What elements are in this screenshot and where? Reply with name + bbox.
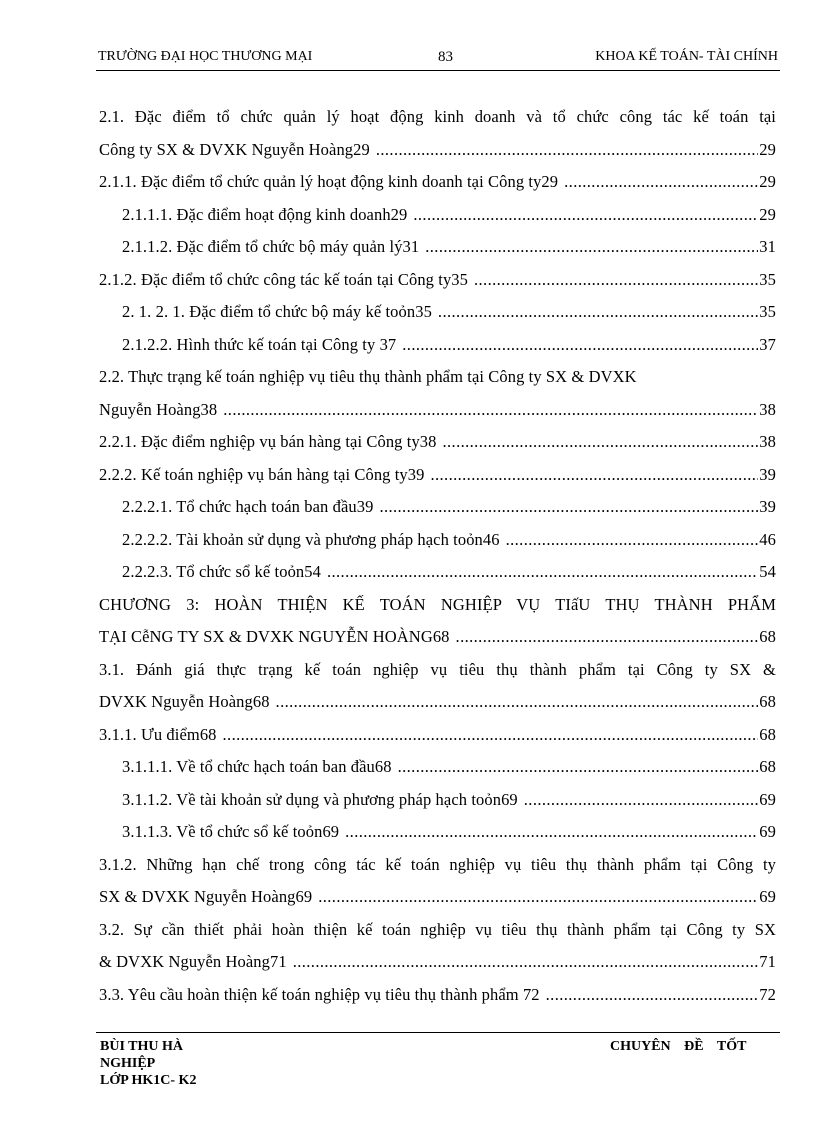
toc-entry [99,524,776,557]
toc-entry-title: CHƯƠNG 3: HOÀN THIỆN KẾ TOÁN NGHIỆP VỤ TIấU THỤ THÀNH PHẨM [99,594,776,614]
toc-entry-title: TẠI CễNG TY SX & DVXK NGUYỄN HOÀNG68 [99,627,450,646]
toc-entry [99,101,776,134]
toc-page-number: 68 [759,724,776,744]
toc-page-number: 29 [759,172,776,191]
toc-entry [99,589,776,622]
toc-entry-title: 2.2. Thực trạng kế toán nghiệp vụ tiêu thụ thành phẩm tại Công ty SX & DVXK [99,367,637,386]
toc-entry [99,816,776,849]
header-rule [96,70,780,71]
toc-entry-title: 3.1.2. Những hạn chế trong công tác kế toán nghiệp vụ tiêu thụ thành phẩm tại Công ty [99,854,776,874]
toc-page-number: 69 [759,887,776,906]
toc-entry-title: 2.2.2.2. Tài khoản sử dụng và phương pháp hạch toỏn46 [122,529,500,549]
toc-page-number: 39 [759,464,776,484]
toc-entry-title: SX & DVXK Nguyễn Hoàng69 [99,887,313,906]
toc-page-number: 46 [759,529,776,549]
toc-dot-leader [413,199,758,232]
toc-page-number: 69 [759,822,776,841]
footer-report-type: CHUYÊN ĐỀ TỐT [610,1039,747,1054]
toc-entry-title: Nguyễn Hoàng38 [99,399,218,419]
toc-entry-title: 3.1. Đánh giá thực trạng kế toán nghiệp vụ tiêu thụ thành phẩm tại Công ty SX & [99,659,776,679]
toc-entry [99,394,776,427]
toc-dot-leader [379,491,758,524]
footer-author: BÙI THU HÀ [100,1039,183,1054]
toc-entry [99,979,776,1012]
toc-page-number: 71 [759,952,776,971]
toc-entry [99,166,776,199]
toc-entry [99,686,776,719]
toc-dot-leader [443,426,759,459]
toc-entry-title: 2.1.1.1. Đặc điểm hoạt động kinh doanh29 [122,204,408,224]
toc-entry-title: 2.1.1. Đặc điểm tổ chức quản lý hoạt động kinh doanh tại Công ty29 [99,172,559,191]
toc-dot-leader [223,719,759,752]
toc-entry-title: 2.1.1.2. Đặc điểm tổ chức bộ máy quản lý31 [122,237,420,256]
footer-class: LỚP HK1C- K2 [100,1073,197,1088]
footer-continued: NGHIỆP [100,1056,156,1071]
toc-entry [99,914,776,947]
header-page-number: 83 [438,49,453,65]
toc-entry-title: 2.2.2.1. Tổ chức hạch toán ban đầu39 [122,497,374,516]
toc-entry-title: 2.1. Đặc điểm tổ chức quản lý hoạt động kinh doanh và tổ chức công tác kế toán tại [99,107,776,126]
toc-entry [99,296,776,329]
toc-entry [99,751,776,784]
toc-entry-title: 2.2.2. Kế toán nghiệp vụ bán hàng tại Công ty39 [99,464,425,484]
toc-dot-leader [345,816,758,849]
table-of-contents [99,101,776,1011]
toc-dot-leader [438,296,758,329]
toc-entry-title: 3.3. Yêu cầu hoàn thiện kế toán nghiệp vụ tiêu thụ thành phẩm 72 [99,984,540,1004]
toc-entry-title: 3.1.1.2. Về tài khoản sử dụng và phương pháp hạch toỏn69 [122,789,518,809]
toc-page-number: 35 [759,302,776,321]
header-school-name: TRƯỜNG ĐẠI HỌC THƯƠNG MẠI [98,49,313,64]
toc-entry-title: 3.2. Sự cần thiết phải hoàn thiện kế toán nghiệp vụ tiêu thụ thành phẩm tại Công ty SX [99,919,776,939]
toc-entry-title: 2.1.2.2. Hình thức kế toán tại Công ty 37 [122,334,397,354]
page-header [98,46,778,68]
toc-entry [99,621,776,654]
toc-entry-title: 2.2.2.3. Tổ chức sổ kế toỏn54 [122,562,321,581]
toc-entry-title: & DVXK Nguyễn Hoàng71 [99,952,287,971]
toc-entry-title: 3.1.1. Ưu điểm68 [99,724,217,744]
toc-dot-leader [402,329,758,362]
toc-entry [99,134,776,167]
toc-page-number: 68 [759,757,776,776]
footer-rule [96,1032,780,1033]
toc-dot-leader [276,686,759,719]
page-footer [100,1038,196,1089]
toc-entry-title: 3.1.1.1. Về tổ chức hạch toán ban đầu68 [122,757,392,776]
toc-page-number: 69 [759,789,776,809]
toc-page-number: 35 [759,269,776,289]
toc-page-number: 39 [759,497,776,516]
toc-entry [99,849,776,882]
toc-page-number: 29 [759,204,776,224]
header-faculty-name: KHOA KẾ TOÁN- TÀI CHÍNH [595,49,778,64]
toc-entry [99,426,776,459]
toc-entry [99,881,776,914]
toc-entry [99,231,776,264]
toc-dot-leader [223,394,758,427]
toc-page-number: 72 [759,984,776,1004]
toc-page-number: 31 [759,237,776,256]
toc-dot-leader [564,166,758,199]
toc-entry [99,784,776,817]
toc-dot-leader [546,979,759,1012]
toc-dot-leader [318,881,758,914]
toc-dot-leader [425,231,758,264]
toc-page-number: 37 [759,334,776,354]
toc-dot-leader [398,751,759,784]
toc-entry [99,329,776,362]
toc-entry [99,719,776,752]
toc-entry [99,459,776,492]
toc-dot-leader [474,264,758,297]
toc-dot-leader [524,784,759,817]
toc-dot-leader [293,946,759,979]
toc-entry [99,264,776,297]
toc-page-number: 29 [759,139,776,159]
toc-entry [99,199,776,232]
toc-entry-title: 2.2.1. Đặc điểm nghiệp vụ bán hàng tại Công ty38 [99,432,437,451]
toc-dot-leader [456,621,759,654]
toc-entry [99,491,776,524]
toc-dot-leader [376,134,758,167]
toc-dot-leader [327,556,758,589]
toc-entry [99,946,776,979]
toc-entry-title: 3.1.1.3. Về tổ chức sổ kế toỏn69 [122,822,340,841]
toc-entry [99,361,776,394]
toc-page-number: 38 [759,399,776,419]
toc-entry [99,556,776,589]
toc-page-number: 68 [759,692,776,711]
toc-page-number: 54 [759,562,776,581]
toc-page-number: 38 [759,432,776,451]
toc-entry-title: DVXK Nguyễn Hoàng68 [99,692,270,711]
toc-page-number: 68 [759,627,776,646]
toc-dot-leader [430,459,758,492]
toc-entry [99,654,776,687]
toc-entry-title: 2.1.2. Đặc điểm tổ chức công tác kế toán tại Công ty35 [99,269,468,289]
toc-entry-title: 2. 1. 2. 1. Đặc điểm tổ chức bộ máy kế toỏn35 [122,302,432,321]
toc-entry-title: Công ty SX & DVXK Nguyễn Hoàng29 [99,139,370,159]
toc-dot-leader [506,524,759,557]
